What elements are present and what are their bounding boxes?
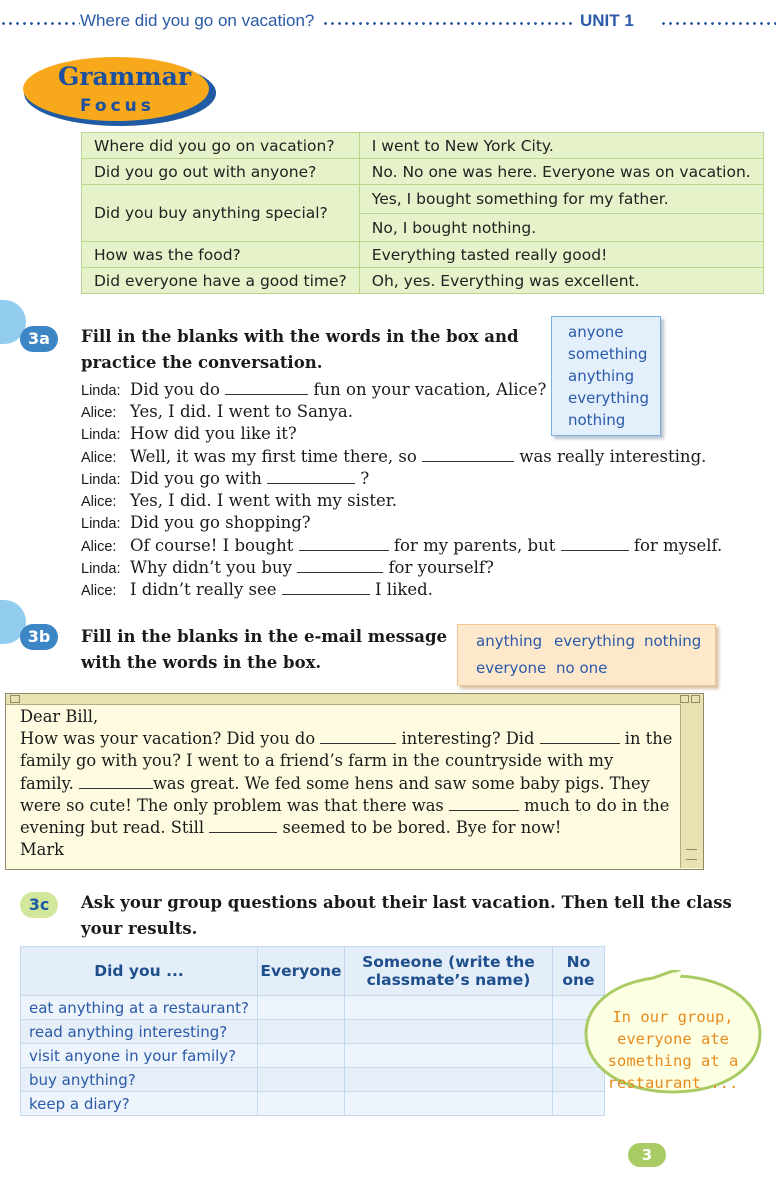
speaker: Linda: bbox=[81, 561, 121, 577]
header-dots-right bbox=[660, 22, 776, 25]
instruction-line: practice the conversation. bbox=[81, 353, 323, 372]
speaker: Linda: bbox=[81, 516, 121, 532]
line-text: Well, it was my first time there, so bbox=[130, 447, 417, 466]
email-title-bar bbox=[6, 694, 703, 705]
speaker: Linda: bbox=[81, 383, 121, 399]
grammar-row bbox=[82, 159, 764, 185]
line-text: Why didn’t you buy bbox=[130, 558, 292, 577]
grammar-answer: No. No one was here. Everyone was on vacation. bbox=[359, 159, 763, 185]
grammar-row bbox=[82, 133, 764, 159]
line-text: How did you like it? bbox=[130, 424, 297, 443]
blank[interactable] bbox=[267, 469, 355, 484]
instruction-line: Fill in the blanks with the words in the box and bbox=[81, 327, 519, 346]
email-text: were so cute! The only problem was that there was bbox=[20, 795, 444, 815]
word-box-item: something bbox=[568, 345, 648, 363]
email-line: Mark bbox=[20, 840, 65, 860]
speaker: Linda: bbox=[81, 427, 121, 443]
line-text: for yourself? bbox=[388, 558, 494, 577]
grammar-question: How was the food? bbox=[82, 242, 360, 268]
speaker: Linda: bbox=[81, 472, 121, 488]
instruction-line: your results. bbox=[81, 919, 198, 938]
survey-cell[interactable] bbox=[257, 1068, 344, 1092]
word-box-item: anyone bbox=[568, 323, 624, 341]
speech-bubble-text bbox=[600, 1006, 746, 1094]
line-text: was really interesting. bbox=[519, 447, 707, 466]
email-window bbox=[5, 693, 704, 870]
conversation-line bbox=[81, 402, 353, 421]
line-text: ? bbox=[360, 469, 370, 488]
line-text: Of course! I bought bbox=[130, 536, 294, 555]
blank[interactable] bbox=[540, 729, 620, 744]
col-everyone: Everyone bbox=[257, 947, 344, 996]
grammar-question: Did you buy anything special? bbox=[82, 185, 360, 242]
email-text: evening but read. Still bbox=[20, 818, 205, 838]
grammar-label: Grammar bbox=[58, 62, 191, 91]
grammar-question: Did everyone have a good time? bbox=[82, 268, 360, 294]
survey-question: visit anyone in your family? bbox=[21, 1044, 258, 1068]
grammar-answer: Everything tasted really good! bbox=[359, 242, 763, 268]
line-text: Yes, I did. I went with my sister. bbox=[130, 491, 398, 510]
blank[interactable] bbox=[320, 729, 396, 744]
line-text: fun on your vacation, Alice? bbox=[313, 380, 547, 399]
table-row bbox=[21, 1044, 605, 1068]
section-3c-icon: 3c bbox=[20, 892, 58, 918]
speaker: Alice: bbox=[81, 539, 117, 555]
email-line: family go with you? I went to a friend’s farm in the countryside with my bbox=[20, 751, 614, 771]
survey-cell[interactable] bbox=[257, 1092, 344, 1116]
conversation-line bbox=[81, 558, 494, 577]
col-someone bbox=[344, 947, 552, 996]
email-text: seemed to be bored. Bye for now! bbox=[282, 818, 562, 838]
header-line: Someone (write the bbox=[362, 953, 535, 971]
header-dots-mid bbox=[322, 22, 572, 25]
grammar-table bbox=[81, 132, 764, 294]
survey-cell[interactable] bbox=[344, 1020, 552, 1044]
speaker: Alice: bbox=[81, 583, 117, 599]
grammar-answer: Yes, I bought something for my father. bbox=[359, 185, 763, 214]
email-line bbox=[20, 795, 680, 817]
section-3a-icon: 3a bbox=[20, 326, 58, 352]
word-box-item: everything bbox=[568, 389, 649, 407]
focus-label: Focus bbox=[80, 96, 155, 116]
survey-cell[interactable] bbox=[257, 996, 344, 1020]
instruction-line: with the words in the box. bbox=[81, 653, 322, 672]
blank[interactable] bbox=[79, 774, 153, 789]
section-3c-instruction bbox=[81, 890, 732, 942]
page-number: 3 bbox=[628, 1143, 666, 1167]
word-box-item: nothing bbox=[644, 632, 702, 650]
speaker: Alice: bbox=[81, 405, 117, 421]
line-text: Yes, I did. I went to Sanya. bbox=[130, 402, 353, 421]
survey-cell[interactable] bbox=[344, 1068, 552, 1092]
survey-question: buy anything? bbox=[21, 1068, 258, 1092]
email-text: much to do in the bbox=[524, 795, 670, 815]
word-box-3b bbox=[457, 624, 716, 686]
word-box-item: everyone bbox=[476, 659, 547, 677]
word-box-item: no one bbox=[556, 659, 608, 677]
section-3b-instruction bbox=[81, 624, 447, 676]
blank[interactable] bbox=[422, 447, 514, 462]
grammar-question: Where did you go on vacation? bbox=[82, 133, 360, 159]
bubble-line: In our group, bbox=[612, 1008, 734, 1026]
grammar-row bbox=[82, 185, 764, 214]
survey-cell[interactable] bbox=[344, 996, 552, 1020]
conversation-line bbox=[81, 424, 297, 443]
blank[interactable] bbox=[561, 536, 629, 551]
line-text: Did you go with bbox=[130, 469, 262, 488]
email-line bbox=[20, 773, 680, 795]
instruction-line: Ask your group questions about their last vacation. Then tell the class bbox=[81, 893, 732, 912]
table-row bbox=[21, 1068, 605, 1092]
email-text: How was your vacation? Did you do bbox=[20, 729, 316, 749]
conversation-line bbox=[81, 536, 722, 555]
word-box-item: everything bbox=[554, 632, 635, 650]
conversation-line bbox=[81, 469, 369, 488]
grammar-row bbox=[82, 268, 764, 294]
grammar-answer: I went to New York City. bbox=[359, 133, 763, 159]
grammar-question: Did you go out with anyone? bbox=[82, 159, 360, 185]
survey-cell[interactable] bbox=[344, 1092, 552, 1116]
scroll-handle-icon[interactable] bbox=[686, 849, 697, 860]
email-text: interesting? Did bbox=[401, 729, 535, 749]
line-text: I liked. bbox=[375, 580, 433, 599]
email-line bbox=[20, 728, 680, 750]
survey-question: keep a diary? bbox=[21, 1092, 258, 1116]
line-text: for myself. bbox=[633, 536, 723, 555]
email-body bbox=[20, 706, 680, 861]
line-text: for my parents, but bbox=[393, 536, 556, 555]
table-row bbox=[21, 996, 605, 1020]
blank[interactable] bbox=[299, 536, 389, 551]
line-text: Did you go shopping? bbox=[130, 513, 311, 532]
section-3b-icon: 3b bbox=[20, 624, 58, 650]
header-line: classmate’s name) bbox=[366, 971, 531, 989]
survey-question: read anything interesting? bbox=[21, 1020, 258, 1044]
email-line: Dear Bill, bbox=[20, 707, 99, 726]
email-text: in the bbox=[624, 729, 673, 749]
blank[interactable] bbox=[297, 558, 383, 573]
blank[interactable] bbox=[282, 580, 370, 595]
survey-cell[interactable] bbox=[257, 1020, 344, 1044]
email-scrollbar[interactable] bbox=[680, 704, 703, 868]
survey-header-row bbox=[21, 947, 605, 996]
speaker: Alice: bbox=[81, 494, 117, 510]
conversation-line bbox=[81, 447, 706, 466]
bubble-line: restaurant ... bbox=[607, 1074, 739, 1092]
blank[interactable] bbox=[225, 380, 308, 395]
survey-table bbox=[20, 946, 605, 1116]
bubble-line: everyone ate bbox=[617, 1030, 729, 1048]
word-box-item: anything bbox=[568, 367, 635, 385]
col-no-one: No one bbox=[552, 947, 604, 996]
bubble-line: something at a bbox=[607, 1052, 739, 1070]
blank[interactable] bbox=[209, 818, 277, 833]
window-minimize-icon[interactable] bbox=[10, 695, 20, 703]
line-text: I didn’t really see bbox=[130, 580, 277, 599]
speaker: Alice: bbox=[81, 450, 117, 466]
unit-label: UNIT 1 bbox=[580, 11, 634, 30]
grammar-answer: No, I bought nothing. bbox=[359, 214, 763, 242]
conversation-line bbox=[81, 580, 433, 599]
blank[interactable] bbox=[449, 796, 519, 811]
table-row bbox=[21, 1092, 605, 1116]
col-did-you: Did you ... bbox=[21, 947, 258, 996]
grammar-row bbox=[82, 242, 764, 268]
conversation-line bbox=[81, 513, 311, 532]
instruction-line: Fill in the blanks in the e-mail message bbox=[81, 627, 447, 646]
section-3a-instruction bbox=[81, 324, 518, 376]
word-box-item: nothing bbox=[568, 411, 626, 429]
window-maximize-icon[interactable] bbox=[680, 695, 689, 703]
email-text: was great. We fed some hens and saw some baby pigs. They bbox=[152, 773, 650, 793]
conversation-line bbox=[81, 380, 546, 399]
email-line bbox=[20, 817, 680, 839]
survey-cell[interactable] bbox=[344, 1044, 552, 1068]
conversation-line bbox=[81, 491, 397, 510]
grammar-answer: Oh, yes. Everything was excellent. bbox=[359, 268, 763, 294]
header-title: Where did you go on vacation? bbox=[80, 11, 315, 30]
header-dots-left bbox=[0, 22, 80, 25]
table-row bbox=[21, 1020, 605, 1044]
window-close-icon[interactable] bbox=[691, 695, 700, 703]
survey-question: eat anything at a restaurant? bbox=[21, 996, 258, 1020]
line-text: Did you do bbox=[130, 380, 220, 399]
survey-cell[interactable] bbox=[257, 1044, 344, 1068]
email-text: family. bbox=[20, 773, 74, 793]
word-box-3a bbox=[551, 316, 661, 436]
word-box-item: anything bbox=[476, 632, 543, 650]
